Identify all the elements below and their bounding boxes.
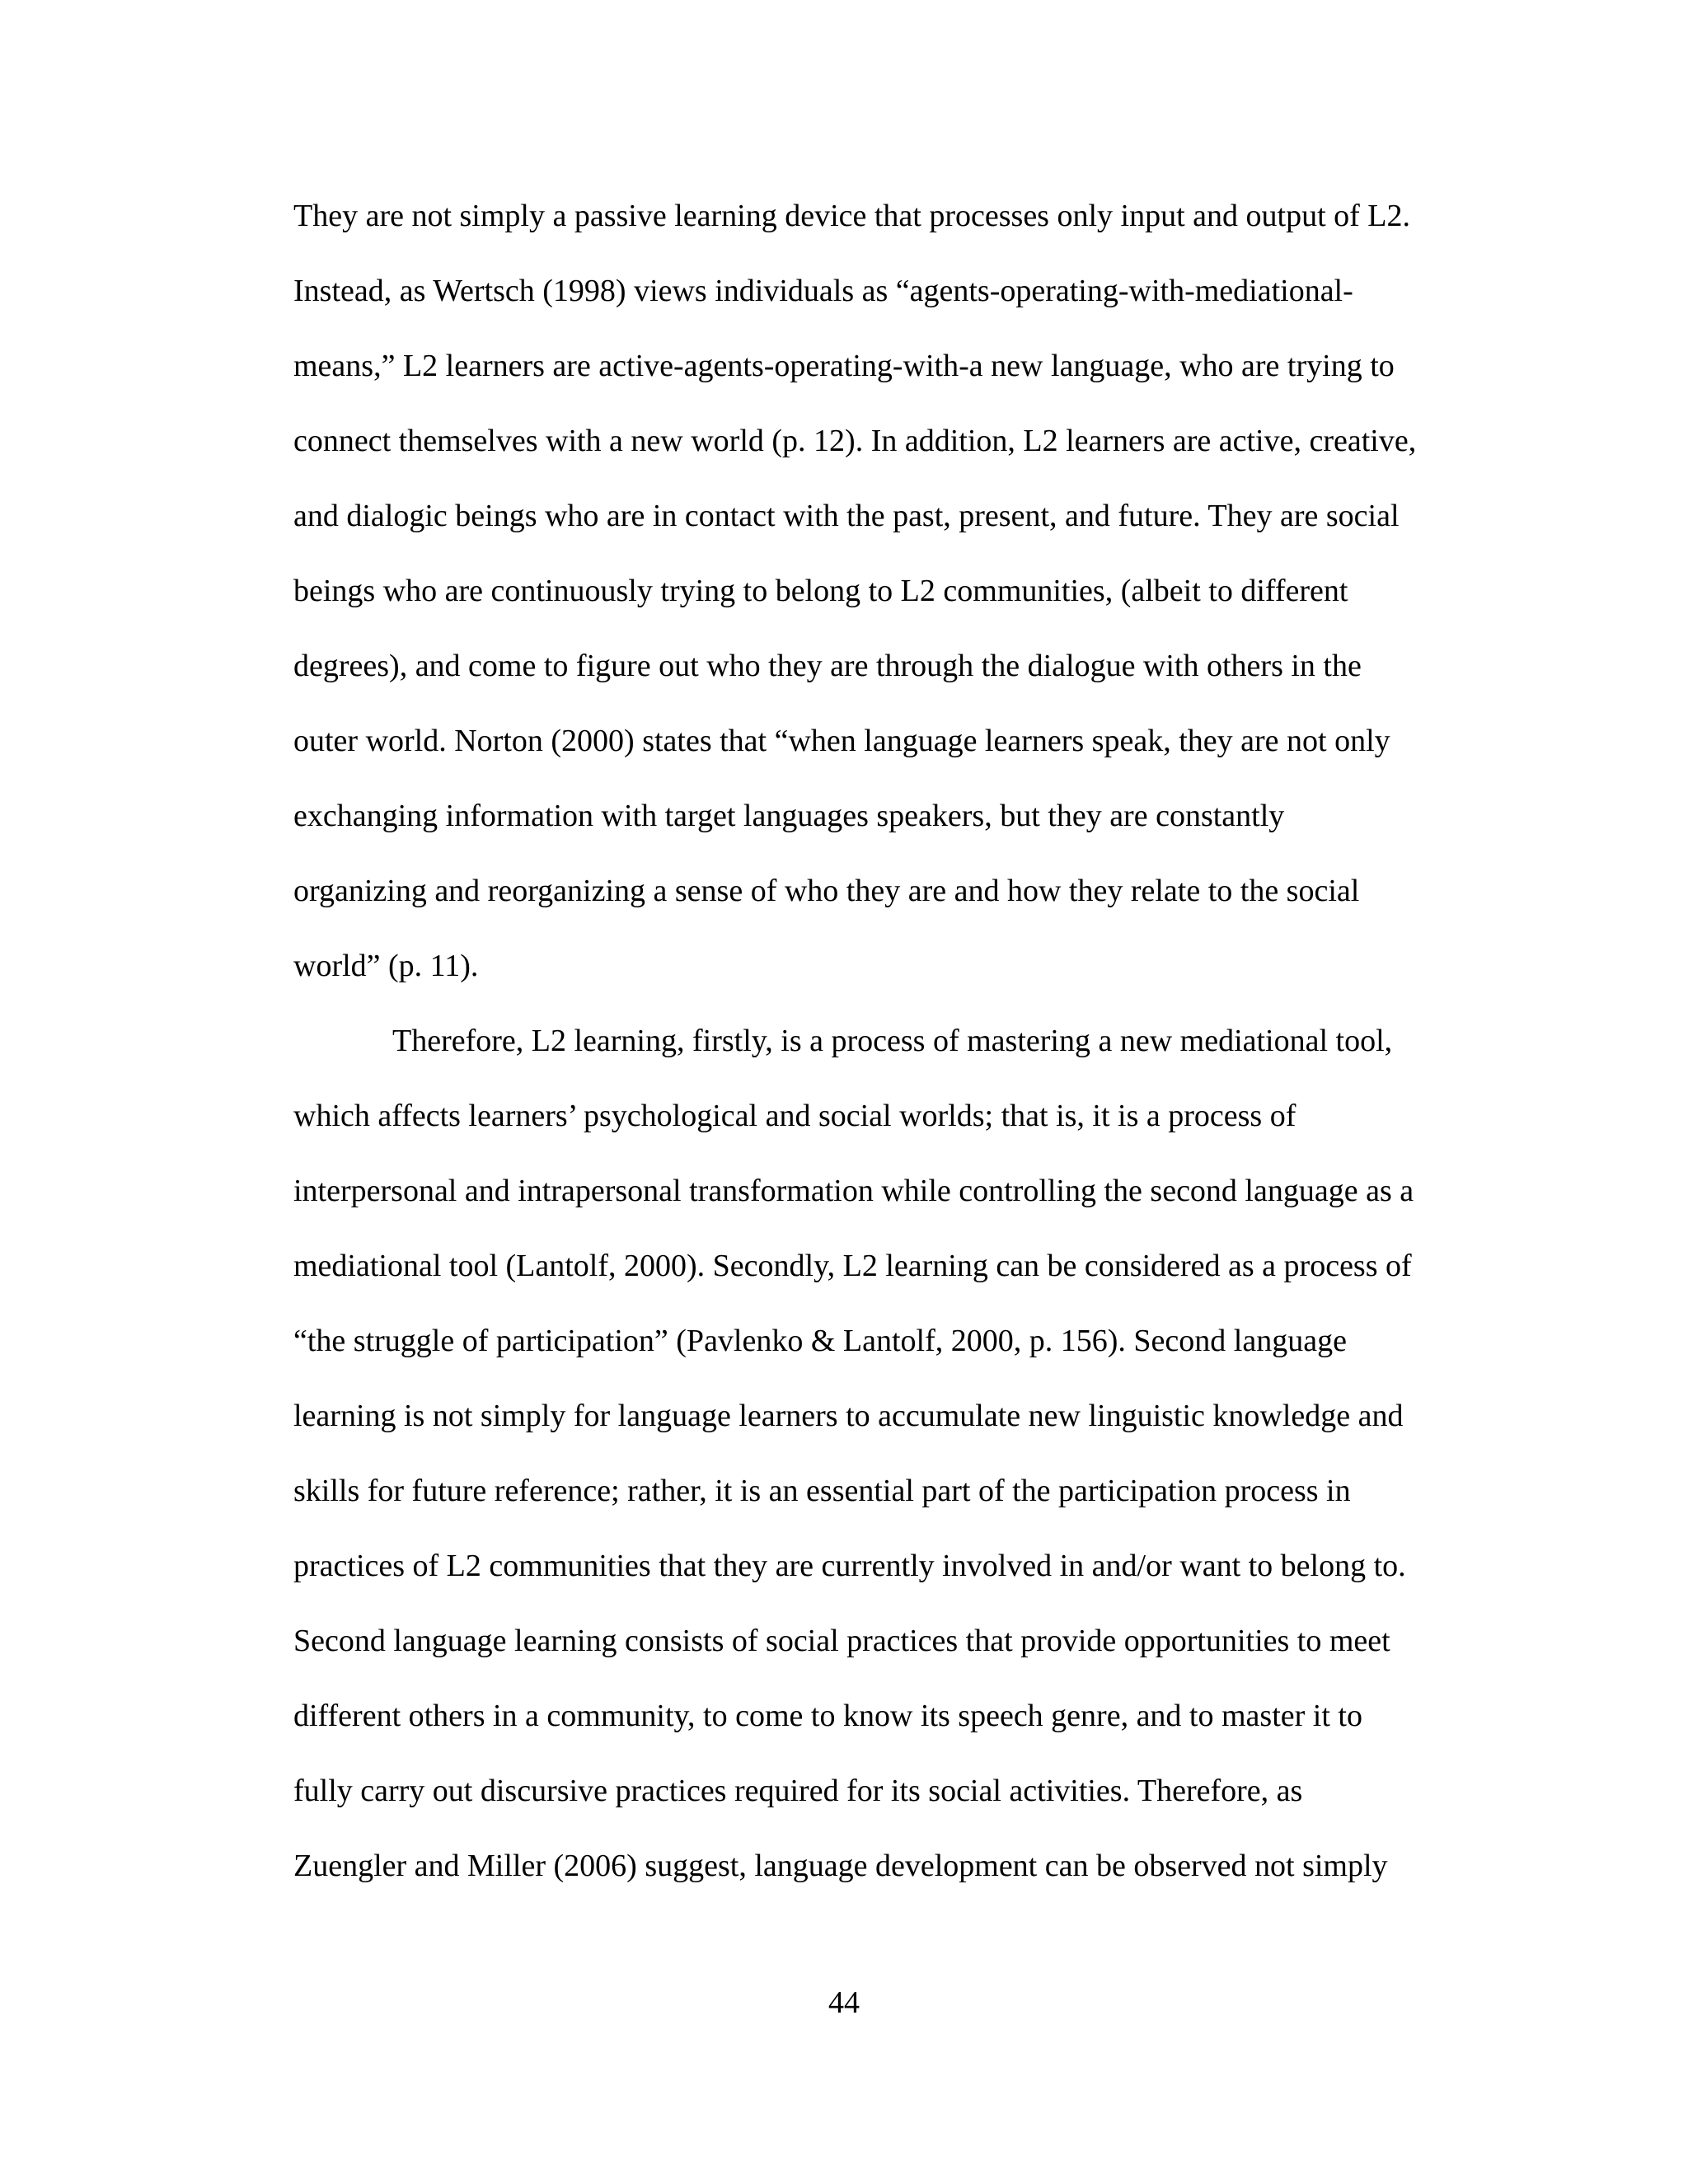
body-text xyxy=(293,193,1464,1918)
text-line: degrees), and come to figure out who they are through the dialogue with others in the xyxy=(293,649,1362,683)
text-line: organizing and reorganizing a sense of who they are and how they relate to the social xyxy=(293,874,1360,908)
text-line: means,” L2 learners are active-agents-operating-with-a new language, who are trying to xyxy=(293,349,1395,383)
text-line: skills for future reference; rather, it is an essential part of the participation process in xyxy=(293,1474,1351,1508)
text-line: Second language learning consists of social practices that provide opportunities to meet xyxy=(293,1624,1390,1658)
text-line: mediational tool (Lantolf, 2000). Secondly, L2 learning can be considered as a process of xyxy=(293,1249,1412,1283)
text-line: beings who are continuously trying to belong to L2 communities, (albeit to different xyxy=(293,574,1348,608)
text-line: world” (p. 11). xyxy=(293,949,479,983)
text-line: Zuengler and Miller (2006) suggest, language development can be observed not simply xyxy=(293,1849,1388,1883)
text-line: different others in a community, to come to know its speech genre, and to master it to xyxy=(293,1699,1362,1733)
text-line: connect themselves with a new world (p. 12). In addition, L2 learners are active, creative, xyxy=(293,424,1417,458)
text-line: fully carry out discursive practices required for its social activities. Therefore, as xyxy=(293,1774,1303,1808)
text-line: and dialogic beings who are in contact with the past, present, and future. They are social xyxy=(293,499,1400,533)
text-line: “the struggle of participation” (Pavlenko & Lantolf, 2000, p. 156). Second language xyxy=(293,1324,1347,1358)
text-line: interpersonal and intrapersonal transformation while controlling the second language as a xyxy=(293,1174,1414,1208)
text-line: learning is not simply for language learners to accumulate new linguistic knowledge and xyxy=(293,1399,1404,1433)
text-line: which affects learners’ psychological and social worlds; that is, it is a process of xyxy=(293,1099,1296,1133)
paragraph-start-line: Therefore, L2 learning, firstly, is a process of mastering a new mediational tool, xyxy=(392,1024,1393,1058)
text-line: exchanging information with target languages speakers, but they are constantly xyxy=(293,799,1285,833)
text-line: practices of L2 communities that they are currently involved in and/or want to belong to. xyxy=(293,1549,1406,1583)
text-line: They are not simply a passive learning device that processes only input and output of L2. xyxy=(293,199,1410,233)
text-line: Instead, as Wertsch (1998) views individuals as “agents-operating-with-mediational- xyxy=(293,274,1353,308)
text-line: outer world. Norton (2000) states that “when language learners speak, they are not only xyxy=(293,724,1390,758)
page-number: 44 xyxy=(828,1985,860,2020)
